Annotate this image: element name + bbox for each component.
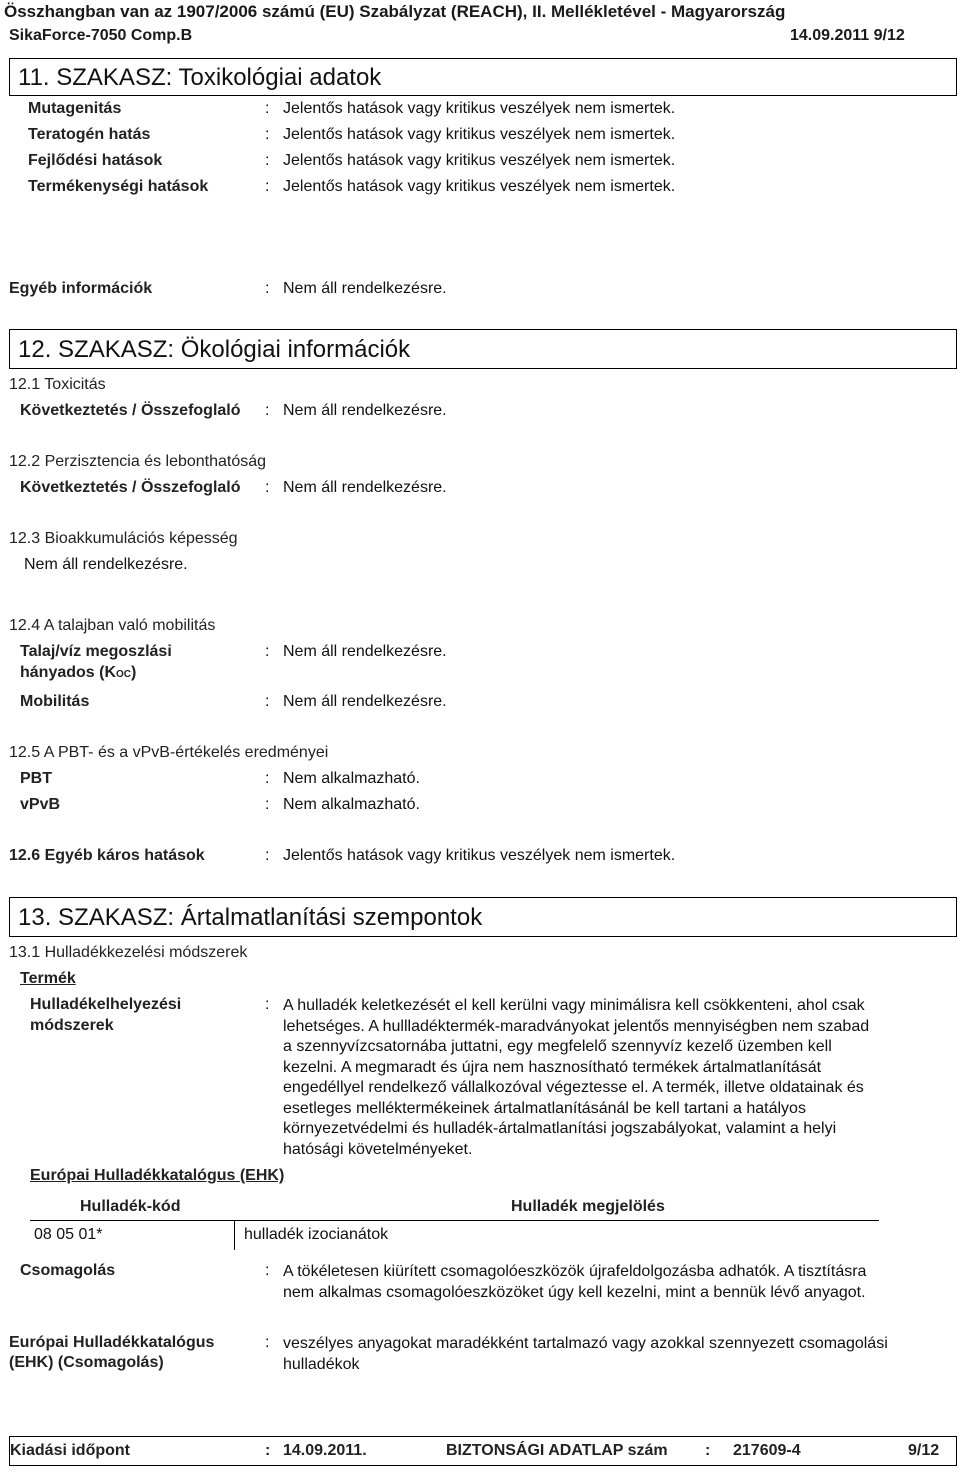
s12-mobility-title: 12.4 A talajban való mobilitás [9, 617, 216, 634]
colon: : [265, 280, 270, 297]
s12-bioaccumulation-title: 12.3 Bioakkumulációs képesség [9, 530, 238, 547]
s12-other-value: Jelentős hatások vagy kritikus veszélyek nem ismertek. [283, 847, 676, 864]
s12-persistence-title: 12.2 Perzisztencia és lebonthatóság [9, 453, 267, 470]
table-divider [30, 1220, 879, 1221]
s12-vpvb-value: Nem alkalmazható. [283, 796, 420, 813]
colon: : [265, 479, 270, 496]
header-date-page: 14.09.2011 9/12 [790, 27, 905, 44]
s12-mobility-label: Mobilitás [20, 693, 90, 710]
colon: : [265, 643, 270, 660]
colon: : [265, 796, 270, 813]
colon: : [265, 1262, 270, 1279]
s11-label: Termékenységi hatások [28, 178, 209, 195]
waste-table-header-description: Hulladék megjelölés [511, 1198, 665, 1215]
s11-value: Jelentős hatások vagy kritikus veszélyek nem ismertek. [283, 152, 676, 169]
colon: : [265, 770, 270, 787]
s12-bioaccumulation-value: Nem áll rendelkezésre. [24, 556, 188, 573]
colon: : [265, 996, 270, 1013]
footer-sheet-number: 217609-4 [733, 1442, 801, 1459]
section-11-header [9, 58, 957, 96]
s13-disposal-text: A hulladék keletkezését el kell kerülni vagy minimálisra kell csökkenteni, ahol csak lehetséges. A hullladéktermék-maradványokat jelentős mennyiségben nem szabad a szennyvízcsatornába juttatni, egy megfelelő szennyvíz kezelő üzemben kell kezelni. A megmaradt és újra nem hasznosítható termékek ártalmatlanítását engedéllyel rendelkező vállalkozóval végeztesse el. A termék, illetve oldatainak és esetleges melléktermékeinek ártalmatlanításánál be kell tartani a hatályos környezetvédelmi és hulladék-ártalmatlanítási jogszabályokat, valamint a helyi hatósági követelményeket. [283, 997, 870, 1158]
colon: : [265, 693, 270, 710]
s12-persistence-value: Nem áll rendelkezésre. [283, 479, 447, 496]
s11-value: Jelentős hatások vagy kritikus veszélyek nem ismertek. [283, 178, 676, 195]
s13-packaging-label: Csomagolás [20, 1262, 116, 1279]
s11-other-label: Egyéb információk [9, 280, 153, 297]
section-13-title: 13. SZAKASZ: Ártalmatlanítási szempontok [18, 904, 483, 931]
s12-vpvb-label: vPvB [20, 796, 61, 813]
colon: : [265, 402, 270, 419]
s13-ehk-packaging-text: veszélyes anyagokat maradékként tartalmazó vagy azokkal szennyezett csomagolási hulladékok [283, 1335, 888, 1373]
waste-table-header-code: Hulladék-kód [80, 1198, 181, 1215]
footer-issue-label: Kiadási időpont [10, 1442, 130, 1459]
s11-value: Jelentős hatások vagy kritikus veszélyek nem ismertek. [283, 100, 676, 117]
s12-pbt-value: Nem alkalmazható. [283, 770, 420, 787]
footer-sheet-label: BIZTONSÁGI ADATLAP szám [446, 1442, 668, 1459]
s12-other-label: 12.6 Egyéb káros hatások [9, 847, 205, 864]
footer [9, 1436, 957, 1466]
s12-toxicity-title: 12.1 Toxicitás [9, 376, 106, 393]
s13-disposal-label-line1: Hulladékelhelyezési [30, 996, 182, 1013]
s13-ehk-packaging-label-line2: (EHK) (Csomagolás) [9, 1354, 164, 1371]
table-column-divider [234, 1220, 235, 1250]
s12-pbt-title: 12.5 A PBT- és a vPvB-értékelés eredményei [9, 744, 329, 761]
waste-table-description: hulladék izocianátok [244, 1226, 389, 1243]
colon: : [265, 847, 270, 864]
header-product: SikaForce-7050 Comp.B [9, 27, 193, 44]
header-regulation: Összhangban van az 1907/2006 számú (EU) Szabályzat (REACH), II. Mellékletével - Magyarország [4, 2, 786, 21]
s12-koc-label-line2: hányados (KOC) [20, 664, 137, 681]
colon: : [265, 1442, 271, 1459]
s13-product-label: Termék [20, 970, 76, 987]
waste-table-code: 08 05 01* [34, 1226, 103, 1243]
s11-value: Jelentős hatások vagy kritikus veszélyek nem ismertek. [283, 126, 676, 143]
s13-ehk-title: Európai Hulladékkatalógus (EHK) [30, 1167, 285, 1184]
colon: : [265, 152, 270, 169]
colon: : [265, 1334, 270, 1351]
s13-packaging-text: A tökéletesen kiürített csomagolóeszközök újrafeldolgozásba adhatók. A tisztításra nem alkalmas csomagolóeszközöket úgy kell kezelni, mint a bennük lévő anyagot. [283, 1263, 867, 1301]
section-13-header [9, 897, 957, 937]
s13-subsection-title: 13.1 Hulladékkezelési módszerek [9, 944, 248, 961]
section-11-title: 11. SZAKASZ: Toxikológiai adatok [18, 64, 382, 91]
colon: : [265, 178, 270, 195]
s12-toxicity-label: Következtetés / Összefoglaló [20, 402, 241, 419]
s13-ehk-packaging-label-line1: Európai Hulladékkatalógus [9, 1334, 215, 1351]
s12-pbt-label: PBT [20, 770, 52, 787]
s13-disposal-label-line2: módszerek [30, 1017, 114, 1034]
s12-mobility-value: Nem áll rendelkezésre. [283, 693, 447, 710]
footer-issue-date: 14.09.2011. [283, 1442, 367, 1459]
s12-persistence-label: Következtetés / Összefoglaló [20, 479, 241, 496]
s11-label: Mutagenitás [28, 100, 122, 117]
colon: : [265, 100, 270, 117]
s11-label: Teratogén hatás [28, 126, 151, 143]
colon: : [705, 1442, 711, 1459]
section-12-header [9, 329, 957, 369]
colon: : [265, 126, 270, 143]
s11-other-value: Nem áll rendelkezésre. [283, 280, 447, 297]
footer-page-number: 9/12 [908, 1442, 940, 1459]
s12-toxicity-value: Nem áll rendelkezésre. [283, 402, 447, 419]
s12-koc-label-line1: Talaj/víz megoszlási [20, 643, 172, 660]
section-12-title: 12. SZAKASZ: Ökológiai információk [18, 336, 411, 363]
s11-label: Fejlődési hatások [28, 152, 163, 169]
s12-koc-value: Nem áll rendelkezésre. [283, 643, 447, 660]
